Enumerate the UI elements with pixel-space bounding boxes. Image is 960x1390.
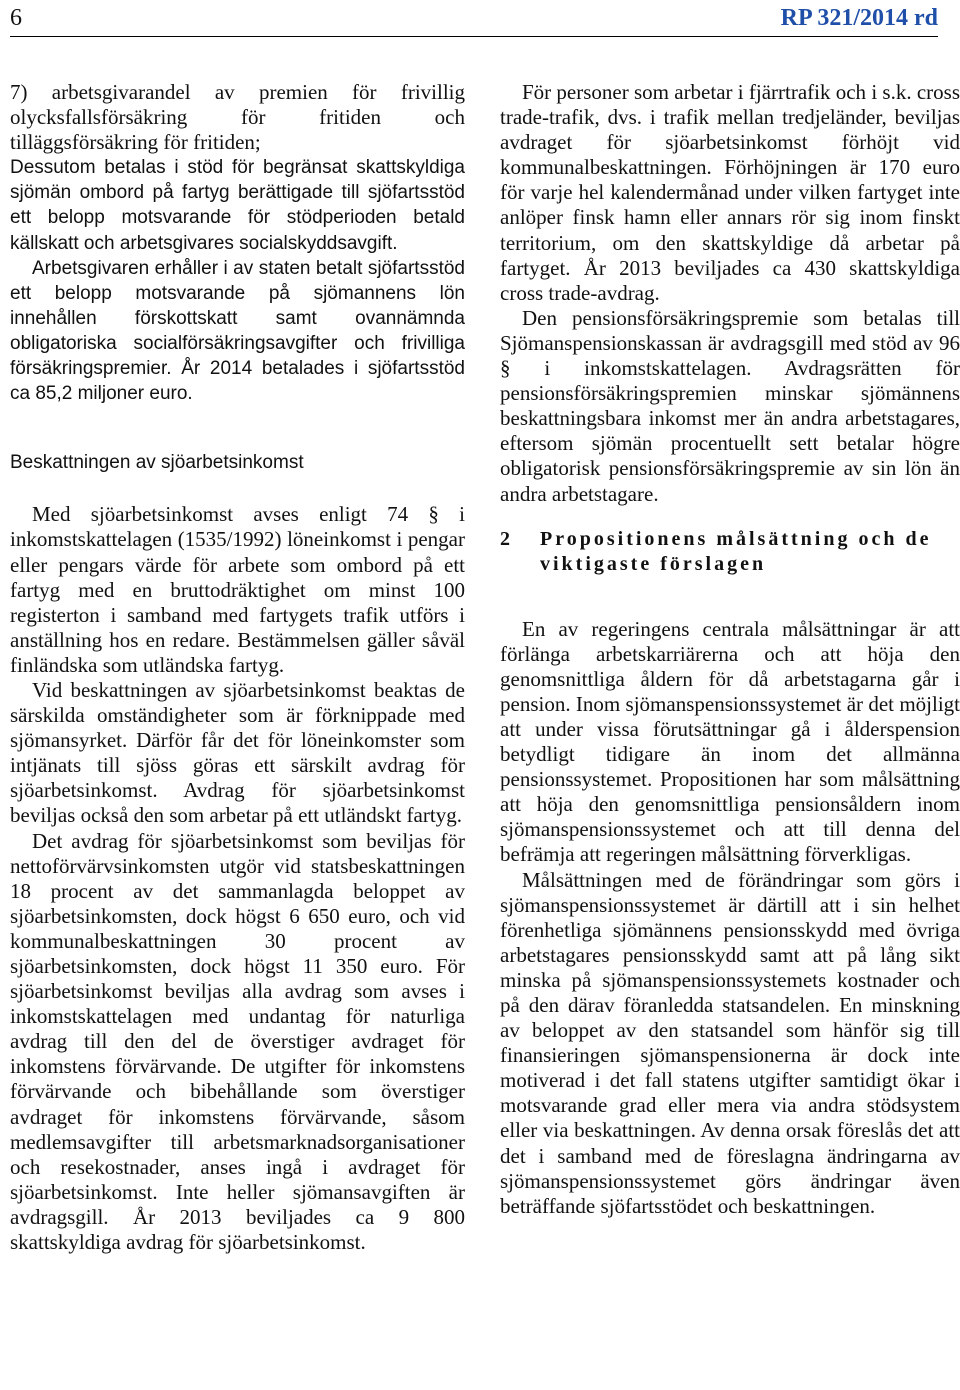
paragraph-fjarrtrafik: För personer som arbetar i fjärrtrafik och i s.k. cross trade-trafik, dvs. i trafik mellan tredjeländer, beviljas avdraget för sjöarbetsinkomst förhöjt vid kommunalbeskattningen. Förhöjningen är 170 euro för varje hel kalendermånad under vilken fartyget inte anlöper finsk hamn eller annars rör sig inom finskt territorium, om den skattskyldige då arbetar på fartyget. År 2013 beviljades ca 430 skattskyldiga cross trade-avdrag. — [500, 80, 960, 305]
document-reference: RP 321/2014 rd — [780, 4, 938, 31]
page-number: 6 — [10, 4, 22, 31]
right-column — [500, 80, 960, 1219]
paragraph-sjofartsstod-skattskyldiga: Dessutom betalas i stöd för begränsat skattskyldiga sjömän ombord på fartyg berättigade till sjöfartsstöd ett belopp motsvarande för stödperioden betald källskatt och arbetsgivares socialskyddsavgift. — [10, 157, 465, 254]
paragraph-avdrag-belopp: Det avdrag för sjöarbetsinkomst som beviljas för nettoförvärvsinkomsten utgör vid statsbeskattningen 18 procent av det sammanlagda beloppet av sjöarbetsinkomsten, dock högst 6 650 euro, och vid kommunalbeskattningen 30 procent av sjöarbetsinkomsten, dock högst 11 350 euro. För sjöarbetsinkomst beviljas alla avdrag som avses i inkomstskattelagen med undantag för naturliga avdrag till den del de överstiger avdraget för inkomstens förvärvande. De utgifter för inkomstens förvärvande och bibehållande som överstiger avdraget för inkomstens förvärvande, såsom medlemsavgifter till arbetsmarknadsorganisationer och resekostnader, anses ingå i avdraget för sjöarbetsinkomst. Inte heller sjömansavgiften är avdragsgill. År 2013 beviljades ca 9 800 skattskyldiga avdrag för sjöarbetsinkomst. — [10, 828, 465, 1255]
paragraph-pensionsforsakringspremie: Den pensionsförsäkringspremie som betalas till Sjömanspensionskassan är avdragsgill med stöd av 96 § i inkomstskattelagen. Avdragsrätten för pensionsförsäkringspremien minskar sjömännens beskattningsbara inkomst mer än andra arbetstagares, eftersom sjömän procentuellt sett betalar högre obligatorisk pensionsförsäkringspremie av sin lön än andra arbetstagare. — [500, 305, 960, 506]
section-subheading: Beskattningen av sjöarbetsinkomst — [10, 452, 304, 474]
paragraph-regeringens-malsattning: En av regeringens centrala målsättningar är att förlänga arbetskarriärerna och att höja den genomsnittliga åldern för då arbetstagarna går i pension. Inom sjömanspensionssystemet är det möjligt att under vissa förutsättningar gå i ålderspension betydligt tidigare än inom det allmänna pensionssystemet. Propositionen har som målsättning att höja den genomsnittliga pensionsåldern inom sjömanspensionssystemet och att till denna del befrämja att regeringen målsättning förverkligas. — [500, 616, 960, 867]
list-item-7: 7) arbetsgivarandel av premien för frivillig olycksfallsförsäkring för fritiden och tilläggsförsäkring för fritiden; — [10, 80, 465, 155]
section-title: Propositionens målsättning och de viktigaste förslagen — [540, 527, 932, 575]
page-header — [10, 0, 938, 37]
left-column — [10, 80, 465, 1255]
section-heading — [500, 527, 960, 577]
paragraph-forandringar: Målsättningen med de förändringar som görs i sjömanspensionssystemet är därtill att i sin helhet förenhetliga sjömännens pensionsskydd med övriga arbetstagares pensionsskydd samt att på lång sikt minska på sjömanspensionssystemets kostnader och på den därav föranledda statsandelen. En minskning av beloppet av den statsandel som hänför sig till finansieringen sjömanspensionerna är dock inte motiverad i det fall statens utgifter samtidigt ökar i motsvarande grad eller mera via andra stödsystem eller via beskattningen. Av denna orsak föreslås det att det i samband med de föreslagna ändringarna av sjömanspensionssystemet görs ändringar även beträffande sjöfartsstödet och beskattningen. — [500, 867, 960, 1218]
paragraph-beskattning-avdrag: Vid beskattningen av sjöarbetsinkomst beaktas de särskilda omständigheter som är förknippade med sjömansyrket. Därför får det för löneinkomster som intjänats till sjöss göras ett särskilt avdrag för sjöarbetsinkomst. Avdrag för sjöarbetsinkomst beviljas också den som arbetar på ett utländskt fartyg. — [10, 677, 465, 828]
paragraph-sjoarbetsinkomst-definition: Med sjöarbetsinkomst avses enligt 74 § i inkomstskattelagen (1535/1992) löneinkomst i pengar eller pengars värde för arbete som ombord på ett fartyg med en bruttodräktighet om minst 100 registerton i samband med fartygets trafik utförs i anställning hos en redare. Bestämmelsen gäller såväl finländska som utländska fartyg. — [10, 502, 465, 677]
section-number: 2 — [500, 527, 510, 550]
paragraph-arbetsgivaren: Arbetsgivaren erhåller i av staten betalt sjöfartsstöd ett belopp motsvarande på sjömannens lön innehållen förskottskatt samt ovannämnda obligatoriska socialförsäkringsavgifter och frivilliga försäkringspremier. År 2014 betalades i sjöfartsstöd ca 85,2 miljoner euro. — [10, 257, 465, 405]
